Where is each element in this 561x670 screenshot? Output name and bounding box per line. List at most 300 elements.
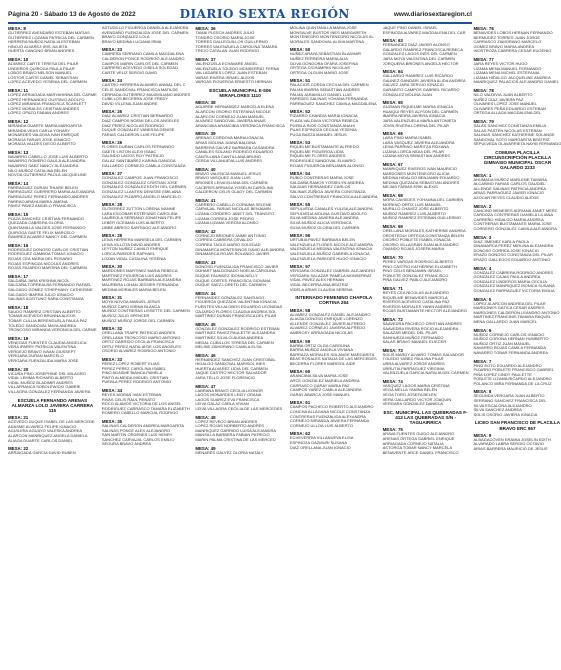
member-name: LEBER OCEIMAN LUIS ALBERTO — [101, 220, 165, 225]
member-name: PINO CASTRO KATHERINE ELIZABETH — [382, 263, 457, 269]
member-name: PARRAO ARAYA MARIA JIMENA — [8, 198, 68, 204]
member-name: VIDELA ARIAS CLAUDIA SERENA — [289, 286, 353, 292]
member-name: MORA CAVIEDES YOHANNA DEL CARMEN — [382, 197, 464, 203]
mesa-block — [474, 359, 561, 387]
member-name: MUÑOZ CORNEJO CARLOS IGNACIO — [473, 331, 545, 337]
mesa-block — [195, 291, 285, 319]
mesa-title: MESA: 9 — [473, 432, 492, 438]
member-name: ORELLANA TRAIPE PATRICIO ANDRES — [101, 330, 176, 336]
member-name: RIQUELME FIGUEROA LIDIA — [289, 148, 344, 154]
member-name: HUERTA CANCINO BRIAN ANDRES — [8, 48, 75, 54]
member-name: VASQUEZ LAGOS MARIA CRISTINA — [382, 382, 450, 388]
member-name: BARBA ORTIZ OLGA CAROLINA — [289, 342, 350, 348]
mesa-listing — [8, 25, 561, 664]
member-name: LEYTON NUÑEZ CAMILO ENRIQUE — [101, 246, 169, 252]
mesa-title: MESA: 71 — [382, 285, 403, 291]
member-name: VERDEJO BRAVO IVAAN GIUSSEPT — [8, 348, 76, 354]
member-name: VARAS RIVERA ISRAEL ALEXIS — [195, 74, 255, 80]
mesa-title: MESA: 78 — [473, 87, 494, 93]
mesa-block — [383, 131, 469, 159]
member-name: CORNEJO ULLOA LUIS ALBERTO — [289, 422, 353, 428]
member-name: NOVOA GUTIERREZ PAOLA JACQUELINE — [8, 172, 87, 178]
member-name: SALINAS ZUÑIGA JAVIERA CONSTANZA — [289, 189, 366, 195]
member-name: ARANCIBIA SILVA MARIA JOSE — [289, 373, 348, 379]
member-name: MORENO ORTIZ LUIS MANUEL — [382, 201, 442, 207]
mesa-title: MESA: 79 — [473, 118, 494, 124]
mesa-block — [290, 369, 378, 397]
member-name: SAAVEDRA RIVERA ROCIO ALEJANDRA — [382, 325, 459, 331]
mesa-block — [290, 26, 378, 44]
member-name: SALGADO GOMEZ STHEPHANY CATHERINE — [8, 286, 93, 292]
member-name: FUENTES VILLALOBOS EDUARDO LEONIDAS — [195, 303, 283, 309]
member-name: GUTIERREZ ZUTTON LORENA IVANNE — [101, 206, 176, 212]
mesa-block — [290, 171, 378, 199]
mesa-block — [474, 119, 561, 147]
member-name: JARA MOYA VALENTINA DEL CARMEN — [382, 55, 456, 61]
mesa-block — [383, 26, 469, 35]
member-name: SEPULVEDA CANALES YULISA ALEJANDRA — [289, 206, 373, 212]
mesa-title: MESA: 15 — [8, 211, 29, 217]
member-name: PAREDES SALINAS YOHANA FERNANDA — [289, 96, 368, 102]
member-name: SILVA SANCHEZ ANDREA — [473, 407, 522, 413]
member-name: CORREA TAGLE MARIO SOLEDAD — [195, 242, 261, 247]
member-name: SALAZAR MEDEL DEL PILAR — [382, 330, 438, 336]
mesa-title: MESA: 77 — [473, 56, 494, 62]
member-name: POBLETE LIZAMA RICARDO ALEJANDRO — [473, 376, 552, 382]
mesa-block — [290, 47, 378, 75]
member-name: LIZANA CORDERO JANET DEL TRANSITO — [195, 211, 275, 217]
member-name: ECHEVERRIA VILLANUEVA ELISA — [289, 435, 354, 441]
member-name: CARREÑO ACEVEDO GISELA SOLEDAD — [101, 65, 178, 71]
member-name: AGUILERA AGUAYO VALESKA ANDREA — [8, 428, 83, 434]
mesa-block — [290, 233, 378, 261]
member-name: RODRIGUEZ SANDOVAL ELMARIO — [289, 158, 356, 164]
member-name: ALVAREZ GONZALEZ DANIEL ALEJANDRO — [289, 311, 371, 317]
mesa-block — [474, 389, 561, 417]
member-name: ROJAS BUSTAMANTE HECTOR ALEJANDRO — [382, 308, 467, 314]
member-name: CANCINO MENESES ADRIANA JANET MERC — [473, 207, 558, 213]
mesa-block — [195, 384, 285, 412]
mesa-title: MESA: 43 — [195, 259, 216, 265]
member-name: PINO SOTO EDUARDO ALEJANDRO — [473, 362, 542, 368]
member-name: AZOCAR REYES CLAUDIO ALEXIS — [473, 195, 539, 201]
member-name: GONZALEZ GONZALEZ CRISTIAN JOSE — [101, 179, 178, 185]
mesa-block — [195, 229, 285, 257]
member-name: REYES CEA NICOLAS ALEJANDRO — [382, 289, 449, 295]
member-name: PEREZ VARGAS RODRIGO ALBERTO — [382, 258, 454, 264]
member-name: ARIAS BARRERA MAURICIO DE JESUS — [473, 446, 548, 452]
member-name: LEIVA HERRERA MARISELA DEL CARMEN — [101, 237, 182, 243]
member-name: QUINTANILLA VALDES JOSE FERNANDO — [8, 225, 86, 230]
member-name: LOPEZ MORALES CRISTIAN ANDRES — [8, 105, 80, 111]
member-name: VICUÑA PINO JOSEPHINE DEL MILAGRO — [8, 370, 86, 376]
page-date: Página 20 - Sábado 13 de Agosto de 2022 — [8, 10, 136, 18]
member-name: MARTINEZ FIGUEROA LUIS ANDRES — [101, 272, 172, 278]
member-name: SALINAS SANCHEZ KATHERINE SOLANGE — [473, 132, 555, 138]
member-name: MARTINEZ DURAN FRANCISCA DEL PILAR — [195, 313, 277, 319]
mesa-block — [195, 26, 285, 54]
member-name: GALVEZ JARA SERGIO IGNACIO — [382, 82, 444, 88]
member-name: PAVEZ PAVEZ ANGELO FRANCISCA — [8, 203, 76, 209]
member-name: GARAY ABARCA JOSE MANUEL — [289, 391, 350, 397]
mesa-block — [290, 140, 378, 168]
member-name: MARTINEZ PAVEZ PAULETTE ALEJANDRA — [195, 330, 276, 336]
website-link[interactable]: www.diariosextaregion.cl — [393, 10, 472, 18]
member-name: HERRERA MUÑOZ NATALIA ESTEBAN — [8, 39, 80, 45]
mesa-title: MESA: 49 — [195, 445, 216, 451]
member-name: DAVID VILLENA JUAN ANDRE — [101, 100, 158, 106]
mesa-block — [474, 266, 561, 294]
mesa-title: MESA: 63 — [382, 38, 403, 44]
member-name: CELIS SANDOVAL FRANCISCA MATILDE — [101, 86, 179, 92]
member-name: VALENZUELA PAREDES HUGO IGNACIO — [289, 255, 367, 261]
member-name: LIZANA MOYA SEBASTIAN ANDRES — [382, 153, 450, 159]
member-name: MORAGA FARIAS JOSE IGNACIO — [8, 136, 71, 142]
member-name: HUAIQUI REYES ALYSON DEL CARMEN — [382, 108, 458, 114]
mesa-title: MESA: 12 — [8, 118, 29, 124]
mesa-title: MESA: 30 — [101, 264, 123, 270]
member-name: ALVAREZ CARTE TERESA DEL PILAR — [8, 60, 79, 66]
member-name: AGUIRRE HERNANDEZ MARCELA ELENA — [195, 104, 274, 110]
mesa-title: MESA: 34 — [101, 388, 123, 394]
member-name: PIZARRO CHANDIA MARIA IGNACIA — [289, 113, 358, 119]
member-name: FIGUEROA QUEZADA VALENTINA IGNACIA — [195, 299, 277, 305]
member-name: LAGOS MONARDES LEIDY GRANA — [195, 392, 262, 398]
member-name: VENEGAS FUENTES CLAUDIA ANGELICA — [8, 339, 87, 345]
member-name: TOMAR ACEVEDO BRUNNA ALEXIS — [8, 313, 76, 319]
member-name: AVENDAÑO FUENZALIDA JOSE DEL CARMEN — [101, 29, 189, 35]
mesa-block — [8, 367, 97, 395]
member-name: SANDOVAL SOTO MARGARITA BEATRIZ — [473, 136, 550, 142]
member-name: ALBAGACOVEN ERAMIA JOSELIN EDITH — [473, 436, 551, 442]
member-name: RUBIO CONTRERAS MARIA JOSE — [289, 175, 354, 181]
member-name: VALENZUELA MEDINA VALENTINA IGNACIA — [289, 246, 373, 252]
mesa-block — [383, 38, 469, 66]
member-name: ROMERO CABELLO MARCIAL RODRIGO — [101, 410, 179, 416]
mesa-block — [8, 88, 97, 116]
mesa-title: MESA: 10 — [8, 56, 29, 62]
member-name: MORAGA VALDES DIEGO ALBERTO — [8, 141, 76, 147]
member-name: DUQUE GONZALEZ VANESSA DENISE — [101, 127, 175, 133]
member-name: OSORIO POBLETE ISABEL IGNACIA — [382, 237, 451, 243]
member-name: OLIVARES LOPEZ JOSE MANUEL — [473, 101, 537, 107]
member-name: SILVA MUÑOZ GLORIA DEL CARMEN — [289, 224, 360, 230]
member-name: PALMA JARAMILLO DANIEL LUIS — [289, 91, 352, 97]
mesa-block — [383, 193, 469, 221]
member-name: DUHART MALDONADO NOELIA CAROLINA — [195, 268, 276, 274]
member-name: CASTRO HERRERA ALAMIRO ANIBAL DEL C — [101, 82, 186, 88]
mesa-title: MESA: 42 — [195, 228, 216, 234]
member-name: SEGURA BRAVO ANDREA — [101, 441, 151, 447]
member-name: JAQUE PINO DANIEL ISRAEL — [382, 25, 438, 30]
member-name: AHUMADA MUÑOZ MARLENE TAMARA — [473, 176, 547, 182]
member-name: ALARCON CORNEJO JUAN MANUEL — [195, 113, 265, 119]
member-name: DUQUE FAUNDEZ IDONIA NELLY — [195, 272, 258, 278]
mesa-block — [290, 264, 378, 292]
mesa-title: MESA: 24 — [101, 78, 123, 84]
member-name: RODRIGUEZ CARRASCO TAMARA ELIZABETH — [101, 405, 190, 411]
mesa-title: MESA: 65 — [382, 100, 403, 106]
member-name: LIZAMA MENA MICHEL ESTEFANIA — [473, 70, 540, 76]
member-name: CONTRERAS BUSTAMANTE MARIA JOSE — [473, 221, 552, 227]
member-name: SAAVEDRA PACHECO CRISTIAN ANDRES — [382, 320, 462, 326]
mesa-block — [383, 100, 469, 128]
mesa-block — [474, 204, 561, 232]
member-name: VEGA TORO JOSEFA BELEN — [382, 392, 437, 398]
member-name: ADASME ALVAREZ FELIPE IGNACIO — [8, 423, 77, 429]
member-name: PIZARRO POBLETE FRANCISCO GABRIEL — [473, 367, 554, 373]
member-name: CARRASCO GARAY MARIA PAZ — [289, 382, 350, 388]
member-name: MANRIQUEZ GARRIDO LUISA ALEJANDRA — [195, 427, 276, 433]
member-name: NILO VALDIVIA JUAN ALBERTO — [473, 91, 533, 97]
mesa-title: MESA: 35 — [101, 419, 123, 424]
mesa-title: MESA: 55 — [289, 202, 311, 208]
member-name: ROJAS CEA MARIA DEL ROSARIO — [8, 255, 73, 261]
member-name: CONCHA ALLAGANA NICOLE CONSTANZA — [289, 409, 371, 415]
member-name: LOPEZ HERNANDEZ GUSTAVO ADOLFO — [8, 96, 85, 102]
mesa-block — [474, 297, 561, 325]
mesa-block — [8, 415, 97, 443]
mesa-title: MESA: 8 — [473, 389, 492, 395]
newspaper-title: DIARIO SEXTA REGIÓN — [179, 7, 350, 21]
mesa-title: MESA: 76 — [473, 26, 494, 31]
member-name: MAUREIRA LOHAN JESSIER FERNANDA — [101, 281, 179, 287]
text-column — [102, 26, 190, 664]
member-name: OLIVARES PEÑA EDUARDO ESTEBAN — [473, 105, 546, 111]
mesa-block — [195, 100, 285, 128]
mesa-block — [102, 326, 190, 354]
mesa-block — [290, 109, 378, 137]
member-name: DUQUE SAEZ LORETO DEL CARMEN — [195, 282, 266, 288]
member-name: LOPEZ ARRIAGADA MARYAHINNA DEL CARME — [8, 91, 97, 97]
mesa-title: MESA: 74 — [382, 378, 403, 384]
member-name: BERMUDEZ TORRES JUAN JORGE — [473, 34, 541, 40]
member-name: HIDALGO SANDOVAL MARISOL INES — [195, 361, 266, 367]
member-name: MELINE ZAMORANO CAMILA ELSA — [195, 344, 262, 350]
member-name: GALINDO LAGOS ROY PATRICIO — [101, 153, 164, 159]
mesa-block — [8, 212, 97, 240]
member-name: GONZALEZ CABRERA RODRIGO ANDRES — [473, 269, 554, 275]
member-name: VIDAL BECERRA ANA BEATRIZ — [289, 281, 349, 287]
member-name: SALINAS CALDERON ANDREA MARGARITA — [101, 423, 185, 428]
mesa-block — [195, 415, 285, 443]
mesa-block — [195, 198, 285, 226]
member-name: ARCE GONZALEZ MARIELA ANDREA — [289, 378, 360, 384]
member-name: GONZALEZ MANRIQUEZ MONICA SUSANA — [473, 283, 555, 289]
mesa-block — [290, 78, 378, 106]
member-name: DINAMARCA MONTESINOS DAVID ALEJANDRA — [195, 246, 285, 252]
mesa-block — [102, 233, 190, 261]
mesa-title: MESA: 7 — [473, 358, 492, 364]
member-name: GAJARDO FLORES CLAUDIA ANDREA SOL — [195, 308, 277, 314]
member-name: FERNANDEZ DIAZ JAVIER ALONSO — [382, 42, 450, 48]
member-name: PALACIOS CORDA CECILIA DEL CARMEN — [289, 82, 369, 88]
member-name: LAGOS SUAREZ EVA FRANCISCA — [195, 396, 260, 402]
mesa-block — [102, 26, 190, 44]
member-name: PUEBLA RIOS CONSTANZA ANAHI — [289, 122, 355, 128]
member-name: BEAS ROSALES NATALIA DE LAS MERCEDES — [289, 356, 377, 362]
mesa-block — [383, 69, 469, 97]
member-name: VALENZUELA MUÑOZ GABRIELA IGNACIA — [289, 250, 370, 256]
member-name: VALENZUELA FLORES NICOLE ALEJANDRA — [289, 241, 373, 247]
mesa-block — [102, 202, 190, 230]
member-name: NILO MUÑOZ CATALINA BELEN — [8, 167, 68, 173]
mesa-title: MESA: 18 — [8, 304, 29, 310]
member-name: ESPINOZA GAZMURI SUSANA — [289, 440, 348, 445]
mesa-block — [102, 419, 190, 447]
member-name: BECERRA FLORES MARISOL AIDE — [289, 360, 356, 366]
member-name: MUÑOZ ORTIZ JUAN MANUEL — [473, 340, 531, 346]
member-name: SEPULVEDA MOLINA GUSTAVO ADOLFO — [289, 210, 368, 216]
member-name: LIZANA LORCA NIDIA DEL PILAR — [382, 148, 445, 154]
member-name: SEGUNDA VERGARA JUAN ALBERTO — [473, 393, 545, 399]
member-name: GOMEZ BRAVO MARIA ANDREA — [473, 43, 535, 49]
member-name: GALARDO RAMIREZ FRANCISCA REBECA — [382, 46, 463, 52]
mesa-title: MESA: 75 — [382, 427, 403, 433]
member-name: LINDEROS QUIROGA PAULA PILAR — [8, 65, 75, 71]
mesa-block — [290, 308, 378, 336]
mesa-block — [195, 353, 285, 381]
member-name: MARIN PALMA CRISTINA DE LAS MERCED — [195, 437, 276, 442]
member-name: OROSTEGUI ORTEGA CONSTANZA BELEN — [382, 232, 464, 238]
member-name: SOLIS MARDY ALVARO TOMAS SALVADOR — [382, 351, 464, 357]
member-name: OLIVA GONGORA OFARA JOSEFINA — [289, 60, 359, 66]
member-name: SAN MARTIN ORDENES LUIS HENRY — [101, 432, 173, 438]
member-name: CUBILLOS BECERRA JOSE FREDY — [101, 96, 169, 102]
mesa-block — [383, 162, 469, 190]
member-name: CALDERON PONCE RODRIGO ALEJANDRO — [101, 55, 185, 61]
mesa-title: MESA: 2 — [473, 203, 492, 209]
member-name: CORREA CABRERA OSVALDO — [195, 237, 253, 243]
mesa-block — [383, 317, 469, 345]
member-name: BARRERA GALVEZ BARBARA CASANDRA — [195, 144, 275, 150]
mesa-title: MESA: 11 — [8, 87, 29, 93]
mesa-title: MESA: 3 — [473, 234, 492, 240]
member-name: DIAZ ORELLANA JUAN IGNACIO — [289, 444, 351, 450]
member-name: MOYA NOVOA MANUEL JESUS — [101, 299, 161, 305]
member-name: VERGARA GONZALEZ GABRIEL ALEJANDRO — [289, 268, 376, 274]
mesa-block — [195, 167, 285, 195]
mesa-block — [102, 140, 190, 168]
member-name: GONZALEZ GONZALEZ RODRIGO ESTEBAN — [195, 325, 280, 331]
mesa-title: MESA: 27 — [101, 171, 123, 177]
member-name: LARA PINO MARIA ISABEL — [382, 135, 433, 141]
member-name: LOPEZ ALARCON ANDREA DEL PILAR — [473, 300, 546, 306]
member-name: POBLETE GONZALEZ FRANCISCO — [382, 272, 449, 278]
member-name: MUÑOZ MUÑOZ JORGE DEL CARMEN — [101, 317, 175, 323]
member-name: GALAZ SANTIBAÑEZ KARINA GANGGA — [101, 158, 176, 164]
member-name: AMBROSY ARRIAGADA NICOLAS — [289, 329, 353, 335]
mesa-block — [102, 47, 190, 75]
member-name: CAMPOS MARIN CARLOS DEL CARMEN — [101, 60, 178, 66]
member-name: POLANCO MIRA FERNANDA DE LA CRUZ — [473, 380, 552, 386]
mesa-title: MESA: 58 — [289, 307, 311, 313]
member-name: VEGA MELLA YANINA BELEN — [382, 387, 438, 393]
member-name: BARRA MUÑOZ ANGELA VIVIANA — [289, 347, 354, 353]
member-name: PUAS ESPINOZA CECILIA YESENIA — [289, 127, 357, 133]
member-name: SALGADO IBARRA JULIO IGNACIO — [8, 291, 74, 297]
member-name: NAVARRO CABELLO JOSE LUIS ALBERTO — [8, 153, 88, 159]
member-name: DIAZ PEREZ NICOLAS RODRIGO — [101, 122, 165, 128]
mesa-title: MESA: 52 — [289, 109, 311, 115]
member-name: MARTINEZ SILVA CLAUDIA ANDREA — [195, 334, 264, 340]
member-name: CONTRERAS FUENZALIDA ALEXANDRA — [289, 413, 366, 419]
mesa-block — [383, 224, 469, 252]
member-name: ARENAS ORTEGA GABRIEL ENRIQUE — [382, 436, 455, 442]
member-name: BRAVO VALENCIA MANUEL JESUS — [195, 170, 262, 176]
mesa-title: MESA: 23 — [101, 47, 123, 53]
mesa-block — [195, 322, 285, 350]
member-name: PALMA IBARRA SEBASTIAN ANDRES — [289, 86, 360, 92]
member-name: VIDAL MUÑOZ BLADIMIR ANDRES — [8, 379, 73, 385]
member-name: GALLARDO CORNEJO CAMILA CONSTANZA — [101, 162, 186, 168]
member-name: PLAZA VALDIVIA VICTORIA REBECA — [289, 117, 359, 123]
member-name: ASTUDILLO FIGUEROA DANIELA ALEJANDRA — [101, 25, 189, 30]
member-name: SANCHEZ CARVAJAL CARLOS EMILIO — [101, 436, 175, 442]
member-name: VERGARA GONZALEZ DANIELA — [382, 401, 443, 407]
member-name: LEIVA PARRINO MARITZA ROXANA — [382, 144, 449, 150]
member-name: GAUNEZ GANDARI JAVIERA ALIDA ANDREA — [382, 77, 466, 83]
member-name: LAUREOLA SERRANO JONATHAN FELIPE — [101, 215, 182, 221]
text-column — [8, 26, 97, 664]
mesa-block — [474, 235, 561, 263]
member-name: MUÑOZ CONTRERAS LISSETTE DEL CARMEN — [101, 308, 190, 314]
member-name: ROJAS ESPINOZA NICOLAS ANDRES — [8, 260, 79, 266]
member-name: OVANDO ROJAS JOSEFA MARIA — [382, 246, 445, 252]
member-name: PUEBLA PEREZ RODRIGO ANTONIO — [101, 379, 172, 385]
member-name: CACERES ARRIAGA YOSELIN CAROLINA — [195, 184, 274, 190]
member-name: PARRAGUEZ GUERRERO MARIA ALEJANDRA — [8, 189, 95, 195]
mesa-block — [8, 119, 97, 147]
member-name: LOPEZ OPAZO FABIAN ANDRES — [8, 110, 69, 116]
member-name: ARRIAGADA GARCIA DAVID RUBEN — [8, 450, 76, 456]
member-name: SALAS PASTEN NICOLAS ESTEBAN — [473, 127, 542, 133]
member-name: VALENZUELA ECHAVARE ANGEL — [195, 60, 258, 66]
mesa-title: MESA: 36 — [195, 26, 216, 31]
member-name: MUÑOZ CARO MIRNA BLANCA — [101, 303, 161, 309]
mesa-title: MESA: 64 — [382, 69, 403, 75]
member-name: MARTINEZ FRANCINIS TAMARA RAQUEL — [473, 314, 552, 320]
member-name: SILVA MUÑOZ ALICIA VERONICA — [289, 220, 352, 225]
member-name: MANSILLA BARBERA FABIAN PATRICIO — [195, 432, 270, 438]
mesa-title: MESA: 33 — [101, 357, 123, 363]
member-name: PINO CELIS BENJAMIN ISRAEL — [382, 268, 442, 274]
member-name: CANALES SOLANO RODRIGO EDUARDO — [195, 149, 274, 155]
member-name: FERNANDEZ GONZALEZ SANTIAGO — [195, 294, 265, 300]
member-name: NAVARRO SAEZ NANCY ALEJANDRA — [8, 163, 79, 169]
member-name: GUTIERREZ AVENDAÑO ESTEBAN MATIAS — [8, 30, 90, 35]
member-name: LIZANA CORREA JOSE PEDRO — [195, 215, 254, 221]
member-name: CERDA VILLANUEVA LUIS ANDRES — [195, 158, 262, 164]
member-name: PEREZ PEREZ CAROLINA ISABEL — [101, 365, 167, 371]
mesa-title: MESA: 40 — [195, 166, 216, 172]
mesa-title: MESA: 46 — [195, 352, 216, 358]
member-name: URRA ALVAREZ JORGE ANDRES — [382, 361, 445, 367]
mesa-block — [102, 388, 190, 416]
member-name: CANTILLANA CANTILLANA BRUNO — [195, 153, 261, 159]
mesa-title: MESA: 45 — [195, 321, 216, 327]
mesa-block — [195, 446, 285, 456]
text-column — [290, 26, 378, 664]
member-name: OSORIO VILLAGRAN JUAN ALEJANDRO — [382, 241, 459, 247]
polling-location-heading: COMUNA PLACILLA CIRCUNSCRIPCIÓN PLACILLA GIMNASIO MUNICIPAL OSCAR GALARDO 2233 — [483, 149, 552, 171]
text-column — [383, 26, 469, 664]
mesa-block — [474, 328, 561, 356]
mesa-block — [8, 181, 97, 209]
member-name: RAMIREZ ALVAREZ NANCY DEL CARMEN — [8, 234, 87, 240]
member-name: TREJO CATALAN JUAN RODRIGO — [195, 48, 260, 54]
member-name: LEIVA GALAZ CARLA VIVIAN — [195, 401, 249, 407]
